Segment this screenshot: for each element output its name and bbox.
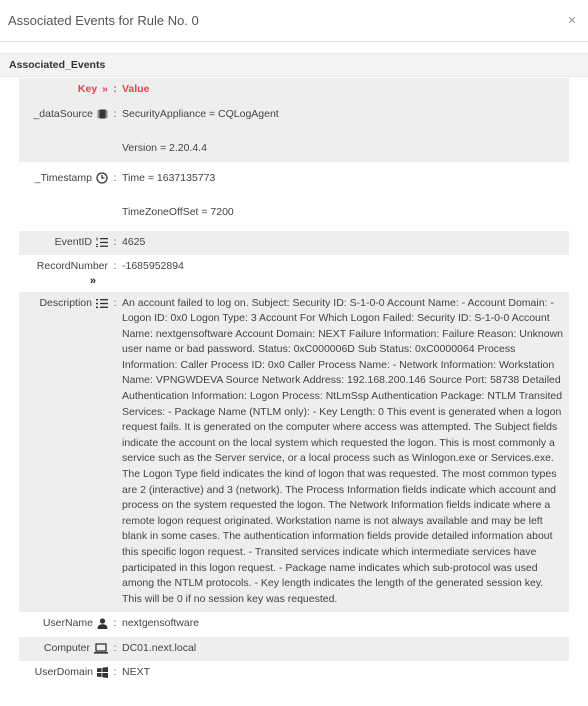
row-key: EventID	[19, 235, 108, 251]
row-value: Time = 1637135773 TimeZoneOffSet = 7200	[122, 171, 234, 218]
table-row	[19, 612, 569, 637]
row-key: _dataSource	[19, 107, 108, 123]
row-value: -1685952894	[122, 260, 184, 272]
row-key: _Timestamp	[19, 171, 108, 187]
close-icon[interactable]: ×	[567, 11, 577, 29]
modal-header	[0, 0, 588, 42]
separator: :	[113, 107, 117, 120]
section-title: Associated_Events	[9, 59, 106, 71]
row-key: Description	[19, 296, 108, 312]
row-value: An account failed to log on. Subject: Security ID: S-1-0-0 Account Name: - Account Domain: - Logon ID: 0x0 Logon Type: 3 Account For Which Logon Failed: Security ID: S-1-0-0 Account Name: nextgensoftware Account Domain: NEXT Failure Information: Failure Reason: Unknown user name or bad password. Status: 0xC000006D Sub Status: 0xC0000064 Process Information: Caller Process ID: 0x0 Caller Process Name: - Network Information: Workstation Name: VPNGWDEVA Source Network Address: 192.168.200.146 Source Port: 58738 Detailed Authentication Information: Logon Process: NtLmSsp Authentication Package: NTLM Transited Services: - Package Name (NTLM only): - Key Length: 0 This event is generated when a logon request fails. It is generated on the computer where access was attempted. The Subject fields indicate the account on the local system which requested the logon. This is most commonly a service such as the Server service, or a local process such as Winlogon.exe or Services.exe. The Logon Type field indicates the kind of logon that was requested. The most common types are 2 (interactive) and 3 (network). The Process Information fields indicate which account and process on the system requested the logon. The Network Information fields indicate where a remote logon request originated. Workstation name is not always available and may be left blank in some cases. The authentication information fields provide detailed information about this specific logon request. - Transited services indicate which intermediate services have participated in this logon request. - Package name indicates which sub-protocol was used among the NTLM protocols. - Key length indicates the length of the generated session key. This will be 0 if no session key was requested.	[122, 296, 564, 605]
table-row	[19, 103, 569, 162]
row-value: NEXT	[122, 666, 151, 679]
chip-icon	[97, 107, 108, 122]
modal-title: Associated Events for Rule No. 0	[8, 13, 199, 28]
table-row	[19, 661, 569, 686]
separator: :	[113, 617, 117, 630]
table-header-row	[19, 78, 569, 103]
row-value: nextgensoftware	[122, 617, 200, 630]
row-key: UserName	[19, 616, 108, 632]
sort-chevron-icon[interactable]: »	[102, 83, 108, 95]
section-header	[0, 53, 588, 77]
row-key: Computer	[19, 641, 108, 657]
windows-icon	[97, 665, 108, 680]
row-value: DC01.next.local	[122, 641, 197, 654]
separator: :	[113, 83, 117, 95]
list-icon	[96, 296, 108, 311]
table-row	[19, 162, 569, 231]
table-row	[19, 231, 569, 256]
user-icon	[97, 616, 108, 631]
table-row	[19, 255, 569, 292]
separator: :	[113, 296, 117, 309]
row-key: UserDomain	[19, 665, 108, 681]
table-row	[19, 637, 569, 662]
separator: :	[113, 235, 117, 248]
events-table	[19, 78, 569, 686]
clock-icon	[96, 171, 108, 186]
separator: :	[113, 260, 117, 272]
laptop-icon	[94, 641, 108, 656]
separator: :	[113, 171, 117, 184]
row-value: 4625	[122, 235, 146, 248]
row-key: RecordNumber »	[36, 260, 108, 287]
key-column-header: Key »	[19, 82, 108, 98]
value-column-header: Value	[122, 83, 150, 95]
row-value: SecurityAppliance = CQLogAgent Version = 2.20.4.4	[122, 107, 279, 154]
separator: :	[113, 641, 117, 654]
list-ordered-icon	[96, 235, 108, 250]
expand-chevron-icon[interactable]: »	[89, 274, 96, 287]
separator: :	[113, 666, 117, 679]
table-row	[19, 292, 569, 613]
